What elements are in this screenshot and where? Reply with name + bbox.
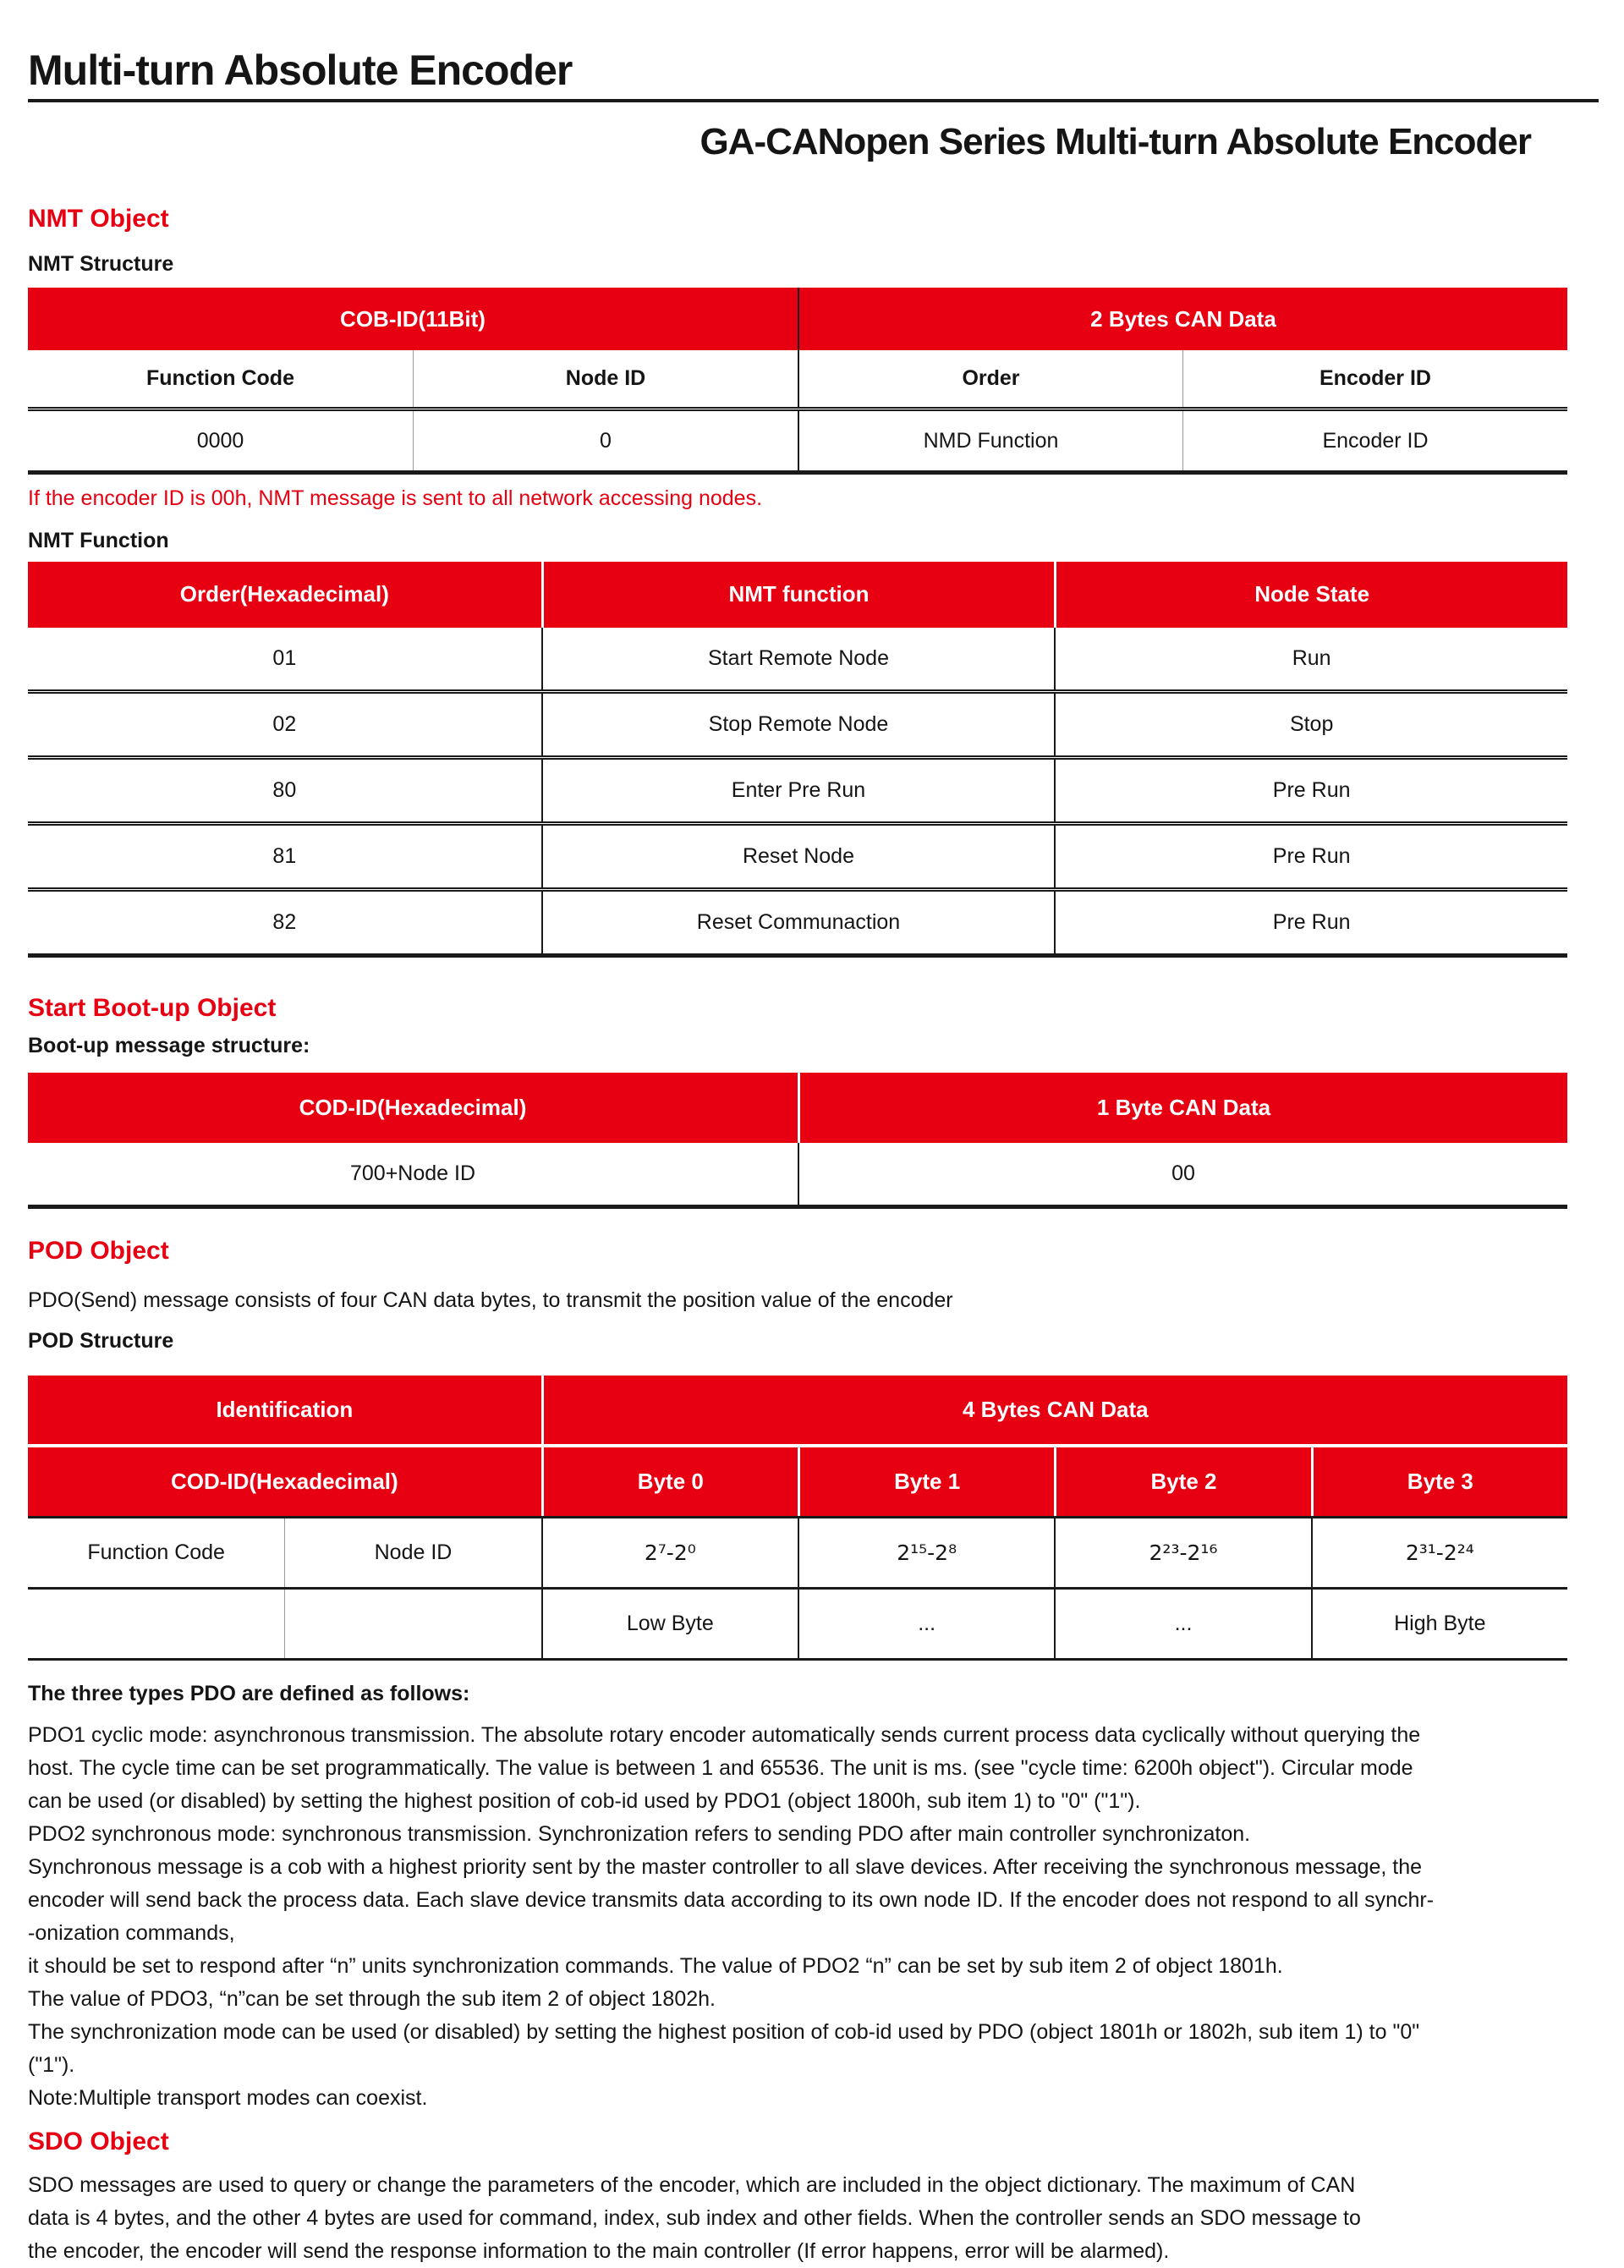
table-cell: Node ID — [284, 1518, 540, 1587]
table-cell — [284, 1590, 540, 1658]
paragraph-line: SDO messages are used to query or change the parameters of the encoder, which are included in the object dictionary. The maximum of CAN — [28, 2172, 1356, 2197]
table-cell: Stop — [1054, 694, 1567, 755]
table-cell: 700+Node ID — [349, 1161, 476, 1185]
table-cell: 0000 — [196, 428, 244, 453]
paragraph-line: PDO2 synchronous mode: synchronous transmission. Synchronization refers to sending PDO after main controller synchronizaton. — [28, 1822, 1251, 1846]
bootup-table — [28, 1073, 1567, 1209]
table-cell: Reset Node — [541, 826, 1055, 887]
table-cell: ... — [1054, 1590, 1310, 1658]
table-header-cell: 2 Bytes CAN Data — [798, 288, 1567, 350]
paragraph-line: can be used (or disabled) by setting the highest position of cob-id used by PDO1 (object 1800h, sub item 1) to "0" ("1"). — [28, 1789, 1141, 1813]
pod-structure-table — [28, 1376, 1567, 1661]
table-subheader-row — [28, 1447, 1567, 1518]
table-cell: Pre Run — [1054, 760, 1567, 821]
paragraph-line: encoder will send back the process data. Each slave device transmits data according to its own node ID. If the encoder does not respond to all synchr- — [28, 1888, 1435, 1912]
table-header-cell: Byte 2 — [1054, 1447, 1310, 1516]
paragraph-line: The value of PDO3, “n”can be set through the sub item 2 of object 1802h. — [28, 1987, 716, 2011]
table-header-row — [28, 288, 1567, 350]
table-cell: Function Code — [146, 366, 294, 390]
table-header-cell: Order(Hexadecimal) — [28, 562, 541, 628]
table-cell: Run — [1054, 628, 1567, 689]
table-row — [28, 1518, 1567, 1590]
table-subheader-row — [28, 350, 1567, 411]
table-header-cell: COD-ID(Hexadecimal) — [28, 1447, 541, 1516]
paragraph-line: PDO1 cyclic mode: asynchronous transmission. The absolute rotary encoder automatically sends current process data cyclically without querying the — [28, 1723, 1421, 1747]
table-header-cell: Byte 0 — [541, 1447, 798, 1516]
table-cell: 82 — [272, 909, 297, 934]
table-cell: Reset Communaction — [541, 892, 1055, 953]
table-header-row — [28, 562, 1567, 628]
table-row — [28, 628, 1567, 694]
table-row — [28, 760, 1567, 826]
table-cell: 2¹⁵-2⁸ — [798, 1518, 1054, 1587]
sdo-paragraph — [28, 2169, 1599, 2268]
table-cell: Encoder ID — [1182, 350, 1567, 407]
table-cell: 81 — [272, 843, 297, 868]
paragraph-line: Note:Multiple transport modes can coexist. — [28, 2086, 428, 2110]
subheading-pdo-types: The three types PDO are defined as follows: — [28, 1681, 470, 1705]
table-row — [28, 694, 1567, 760]
table-row — [28, 1590, 1567, 1661]
doc-subtitle: GA-CANopen Series Multi-turn Absolute Encoder — [700, 121, 1531, 162]
paragraph-line: it should be set to respond after “n” units synchronization commands. The value of PDO2 “n” can be set by sub item 2 of object 1801h. — [28, 1954, 1283, 1978]
section-heading-sdo: SDO Object — [28, 2128, 169, 2155]
nmt-function-table — [28, 562, 1567, 958]
table-header-cell: 4 Bytes CAN Data — [541, 1376, 1567, 1444]
table-header-cell: NMT function — [541, 562, 1055, 628]
nmt-structure-table — [28, 288, 1567, 475]
table-cell: Stop Remote Node — [541, 694, 1055, 755]
paragraph-line: Synchronous message is a cob with a highest priority sent by the master controller to all slave devices. After receiving the synchronous message, the — [28, 1855, 1423, 1879]
table-cell: 00 — [798, 1143, 1567, 1205]
section-heading-nmt-object: NMT Object — [28, 205, 169, 233]
subheading-nmt-structure: NMT Structure — [28, 251, 174, 276]
table-cell: 2³¹-2²⁴ — [1311, 1518, 1567, 1587]
page-title: Multi-turn Absolute Encoder — [28, 47, 573, 94]
table-header-cell: Byte 1 — [798, 1447, 1054, 1516]
paragraph-line: the encoder, the encoder will send the response information to the main controller (If error happens, error will be alarmed). — [28, 2238, 1170, 2263]
section-heading-bootup: Start Boot-up Object — [28, 993, 277, 1022]
table-header-row — [28, 1376, 1567, 1447]
section-heading-pod: POD Object — [28, 1236, 169, 1265]
table-cell: Enter Pre Run — [541, 760, 1055, 821]
table-header-cell: Identification — [28, 1376, 541, 1444]
table-header-cell: COD-ID(Hexadecimal) — [28, 1073, 798, 1143]
table-cell — [28, 1590, 284, 1658]
table-header-cell: Node State — [1054, 562, 1567, 628]
table-cell: Encoder ID — [1182, 411, 1567, 470]
pdo-paragraph — [28, 1719, 1599, 2115]
pod-intro-text: PDO(Send) message consists of four CAN data bytes, to transmit the position value of the encoder — [28, 1288, 953, 1312]
paragraph-line: data is 4 bytes, and the other 4 bytes are used for command, index, sub index and other fields. When the controller sends an SDO message to — [28, 2205, 1361, 2230]
table-cell: Low Byte — [541, 1590, 798, 1658]
table-cell: Order — [798, 350, 1182, 407]
table-cell: Pre Run — [1054, 826, 1567, 887]
table-cell: Pre Run — [1054, 892, 1567, 953]
table-cell: 0 — [413, 411, 798, 470]
table-header-cell: COB-ID(11Bit) — [28, 288, 798, 350]
table-cell: 02 — [272, 711, 297, 736]
table-cell: Start Remote Node — [541, 628, 1055, 689]
table-cell: Function Code — [87, 1540, 225, 1564]
table-cell: 2²³-2¹⁶ — [1054, 1518, 1310, 1587]
paragraph-line: ("1"). — [28, 2053, 75, 2077]
table-cell: 2⁷-2⁰ — [541, 1518, 798, 1587]
table-row — [28, 892, 1567, 958]
subheading-bootup-structure: Boot-up message structure: — [28, 1034, 310, 1057]
paragraph-line: The synchronization mode can be used (or disabled) by setting the highest position of cob-id used by PDO (object 1801h or 1802h, sub item 1) to "0" — [28, 2020, 1420, 2044]
paragraph-line: -onization commands, — [28, 1921, 235, 1945]
table-cell: High Byte — [1311, 1590, 1567, 1658]
table-header-row — [28, 1073, 1567, 1143]
table-row — [28, 826, 1567, 892]
title-divider — [28, 99, 1599, 102]
subheading-pod-structure: POD Structure — [28, 1329, 174, 1353]
table-cell: 01 — [272, 645, 297, 670]
table-cell: NMD Function — [798, 411, 1182, 470]
table-cell: Node ID — [413, 350, 798, 407]
table-header-cell: Byte 3 — [1311, 1447, 1567, 1516]
table-header-cell: 1 Byte CAN Data — [798, 1073, 1567, 1143]
table-row — [28, 1143, 1567, 1209]
subheading-nmt-function: NMT Function — [28, 529, 169, 552]
table-cell: ... — [798, 1590, 1054, 1658]
table-row — [28, 411, 1567, 475]
paragraph-line: host. The cycle time can be set programmatically. The value is between 1 and 65536. The unit is ms. (see "cycle time: 6200h object"). Circular mode — [28, 1756, 1413, 1780]
table-cell: 80 — [272, 777, 297, 802]
nmt-note: If the encoder ID is 00h, NMT message is sent to all network accessing nodes. — [28, 486, 763, 510]
